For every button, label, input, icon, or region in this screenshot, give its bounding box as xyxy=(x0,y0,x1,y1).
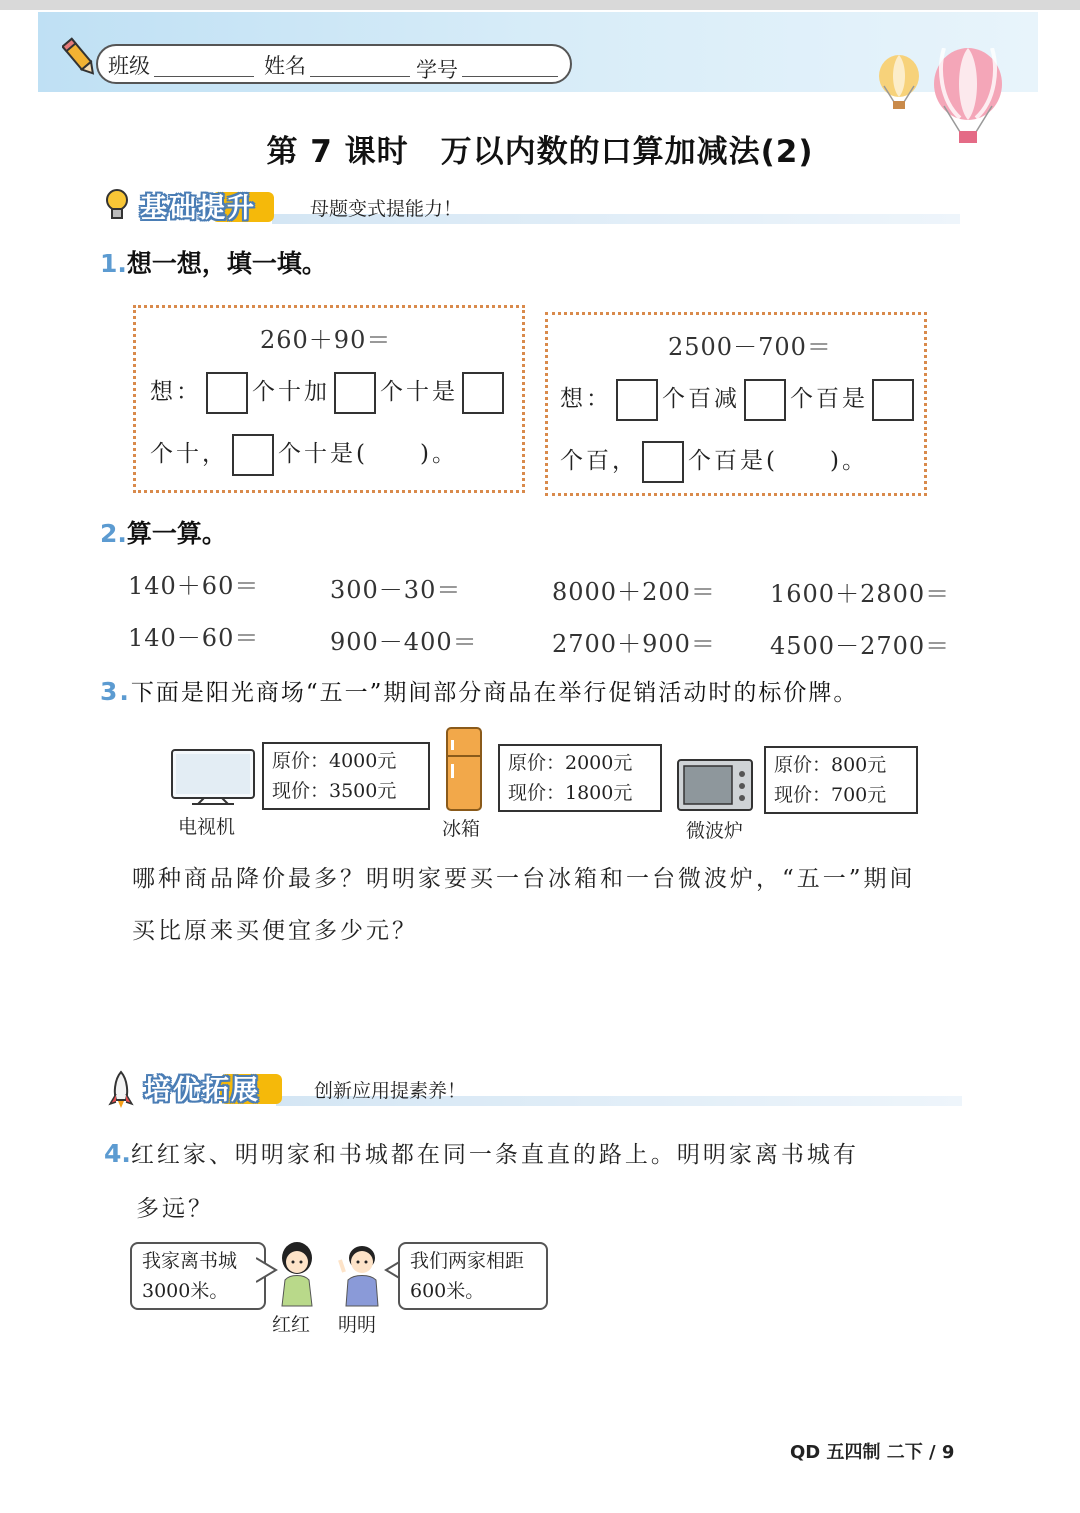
calc-item: 900－400＝ xyxy=(330,628,478,656)
answer-box[interactable] xyxy=(334,372,376,414)
think-line-2 xyxy=(560,441,868,483)
boy-avatar xyxy=(338,1242,384,1310)
item-label: 电视机 xyxy=(178,816,236,838)
answer-box[interactable] xyxy=(206,372,248,414)
calc-item: 300－30＝ xyxy=(330,576,462,604)
item-label: 冰箱 xyxy=(442,818,481,840)
think-text: 个十， xyxy=(150,441,228,467)
section-label: 培优拓展 xyxy=(144,1075,260,1106)
class-line[interactable] xyxy=(154,76,254,77)
question-3-line-1: 哪种商品降价最多？明明家要买一台冰箱和一台微波炉，“五一”期间 xyxy=(132,866,916,892)
id-label: 学号 xyxy=(416,58,458,82)
lesson-title: 第 7 课时 万以内数的口算加减法(2) xyxy=(266,134,814,170)
section-label: 基础提升 xyxy=(140,193,256,224)
think-box-right xyxy=(545,312,927,496)
calc-item: 4500－2700＝ xyxy=(770,632,951,660)
question-3-line-2: 买比原来买便宜多少元？ xyxy=(132,918,418,944)
think-text: 个百是 xyxy=(790,386,868,412)
think-text: 个十是 xyxy=(380,379,458,405)
question-number: 2. xyxy=(100,519,127,548)
girl-avatar xyxy=(272,1240,322,1310)
question-2 xyxy=(100,514,227,550)
answer-box[interactable] xyxy=(232,434,274,476)
question-number: 4. xyxy=(104,1139,131,1168)
current-price: 现价：1800元 xyxy=(508,782,633,804)
class-label: 班级 xyxy=(108,54,150,78)
answer-box[interactable] xyxy=(642,441,684,483)
think-line-2 xyxy=(150,434,458,476)
question-text: 算一算。 xyxy=(126,519,227,548)
bubble-text: 600米。 xyxy=(410,1280,485,1302)
question-text: 下面是阳光商场“五一”期间部分商品在举行促销活动时的标价牌。 xyxy=(130,680,859,706)
small-balloon-icon xyxy=(874,54,924,112)
original-price: 原价：800元 xyxy=(774,754,887,776)
section-advanced-header xyxy=(108,1072,962,1112)
think-prefix: 想： xyxy=(150,379,202,405)
speech-bubble-right xyxy=(398,1242,548,1310)
think-line-1 xyxy=(560,379,918,421)
name-label-right: 明明 xyxy=(338,1314,377,1336)
rocket-icon xyxy=(108,1070,134,1110)
question-text: 红红家、明明家和书城都在同一条直直的路上。明明家离书城有 xyxy=(130,1142,859,1168)
section-basic-header xyxy=(104,190,960,230)
price-tag xyxy=(764,746,918,814)
microwave-icon xyxy=(676,758,754,812)
question-1 xyxy=(100,244,327,280)
calc-item: 140－60＝ xyxy=(128,624,260,652)
price-tag xyxy=(262,742,430,810)
think-text: 个百， xyxy=(560,448,638,474)
think-text: 个十是( )。 xyxy=(278,441,458,467)
think-text: 个百减 xyxy=(662,386,740,412)
equation: 260＋90＝ xyxy=(260,326,392,354)
fridge-icon xyxy=(444,726,484,814)
think-text: 个百是( )。 xyxy=(688,448,868,474)
bubble-text: 我们两家相距 xyxy=(410,1250,525,1272)
think-line-1 xyxy=(150,372,508,414)
tv-icon xyxy=(168,748,258,808)
price-tag xyxy=(498,744,662,812)
name-label: 姓名 xyxy=(264,54,306,78)
answer-box[interactable] xyxy=(744,379,786,421)
calc-item: 2700＋900＝ xyxy=(552,630,716,658)
question-4-line-1 xyxy=(104,1136,859,1169)
calc-item: 1600＋2800＝ xyxy=(770,580,951,608)
current-price: 现价：700元 xyxy=(774,784,887,806)
calc-item: 140＋60＝ xyxy=(128,572,260,600)
equation: 2500－700＝ xyxy=(668,333,832,361)
current-price: 现价：3500元 xyxy=(272,780,397,802)
think-box-left xyxy=(133,305,525,493)
id-line[interactable] xyxy=(462,76,558,77)
bubble-text: 3000米。 xyxy=(142,1280,229,1302)
question-4-line-2: 多远？ xyxy=(136,1196,214,1222)
answer-box[interactable] xyxy=(872,379,914,421)
top-border xyxy=(0,0,1080,10)
answer-box[interactable] xyxy=(462,372,504,414)
section-tagline: 母题变式提能力！ xyxy=(310,198,463,220)
question-text: 想一想，填一填。 xyxy=(126,249,327,278)
student-info-field xyxy=(96,44,572,84)
answer-box[interactable] xyxy=(616,379,658,421)
bubble-text: 我家离书城 xyxy=(142,1250,238,1272)
question-3 xyxy=(100,674,858,707)
section-tagline: 创新应用提素养！ xyxy=(314,1080,467,1102)
speech-bubble-left xyxy=(130,1242,266,1310)
name-line[interactable] xyxy=(310,76,410,77)
think-prefix: 想： xyxy=(560,386,612,412)
original-price: 原价：2000元 xyxy=(508,752,633,774)
page-footer: QD 五四制 二下 / 9 xyxy=(790,1442,955,1463)
calc-item: 8000＋200＝ xyxy=(552,578,716,606)
original-price: 原价：4000元 xyxy=(272,750,397,772)
pencil-icon xyxy=(62,36,98,80)
think-text: 个十加 xyxy=(252,379,330,405)
question-number: 1. xyxy=(100,249,127,278)
question-number: 3. xyxy=(100,677,131,706)
lightbulb-icon xyxy=(104,188,130,226)
name-label-left: 红红 xyxy=(272,1314,311,1336)
item-label: 微波炉 xyxy=(686,820,744,842)
